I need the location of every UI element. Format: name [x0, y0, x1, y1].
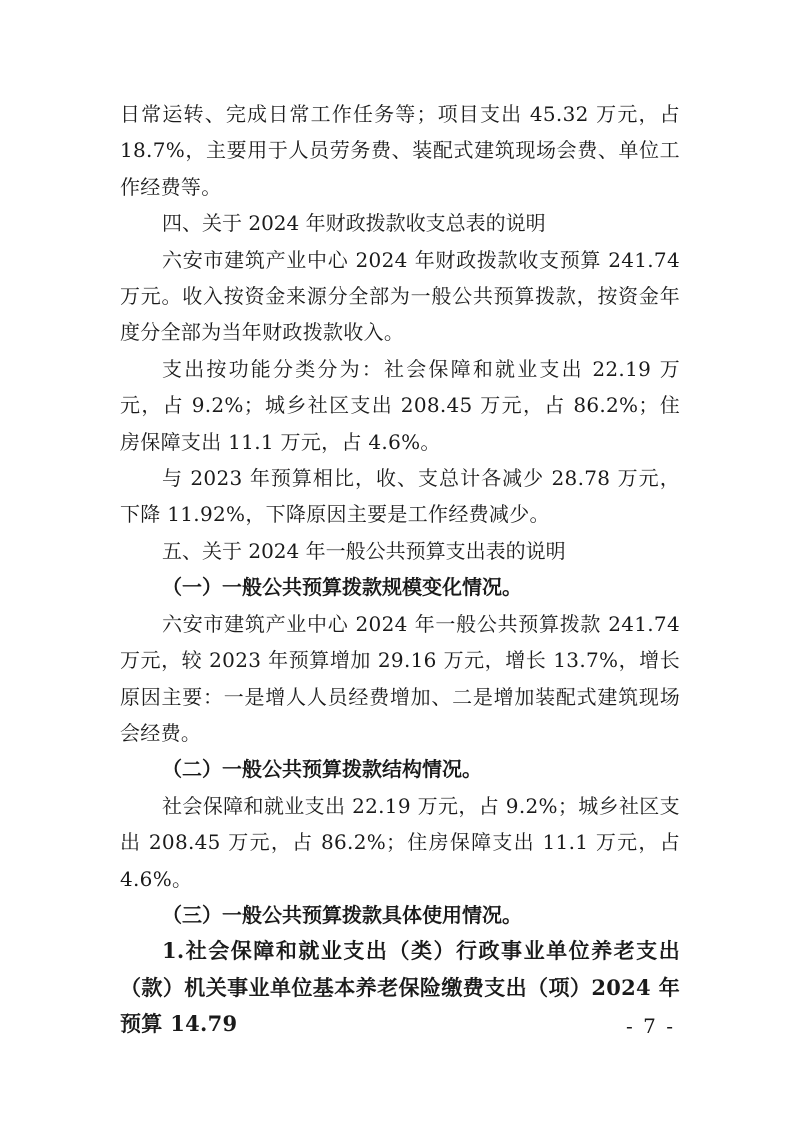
subheading-scale-change: （一）一般公共预算拨款规模变化情况。: [162, 575, 522, 600]
paragraph-usage-item-1: 1.社会保障和就业支出（类）行政事业单位养老支出（款）机关事业单位基本养老保险缴费支出（项）2024 年预算 14.79: [120, 938, 680, 1037]
paragraph-comparison-2023: 与 2023 年预算相比，收、支总计各减少 28.78 万元，下降 11.92%，下降原因主要是工作经费减少。: [120, 466, 680, 527]
subheading-structure: （二）一般公共预算拨款结构情况。: [162, 757, 482, 782]
section-heading-5: 五、关于 2024 年一般公共预算支出表的说明: [162, 538, 566, 563]
paragraph-structure: 社会保障和就业支出 22.19 万元，占 9.2%；城乡社区支出 208.45 万元，占 86.2%；住房保障支出 11.1 万元，占 4.6%。: [120, 793, 680, 891]
paragraph-continuation: 日常运转、完成日常工作任务等；项目支出 45.32 万元，占 18.7%，主要用于人员劳务费、装配式建筑现场会费、单位工作经费等。: [120, 102, 680, 199]
page-number: - 7 -: [626, 1014, 675, 1038]
paragraph-expenditure-function: 支出按功能分类分为：社会保障和就业支出 22.19 万元，占 9.2%；城乡社区支出 208.45 万元，占 86.2%；住房保障支出 11.1 万元，占 4.6%。: [120, 356, 680, 454]
section-heading-4: 四、关于 2024 年财政拨款收支总表的说明: [162, 211, 546, 236]
document-page: [120, 96, 680, 1043]
paragraph-scale-change: 六安市建筑产业中心 2024 年一般公共预算拨款 241.74 万元，较 2023 年预算增加 29.16 万元，增长 13.7%，增长原因主要：一是增人人员经费增加、二是增加装配式建筑现场会经费。: [120, 611, 680, 745]
paragraph-fiscal-total: 六安市建筑产业中心 2024 年财政拨款收支预算 241.74 万元。收入按资金来源分全部为一般公共预算拨款，按资金年度分全部为当年财政拨款收入。: [120, 247, 680, 345]
subheading-usage: （三）一般公共预算拨款具体使用情况。: [162, 902, 522, 927]
